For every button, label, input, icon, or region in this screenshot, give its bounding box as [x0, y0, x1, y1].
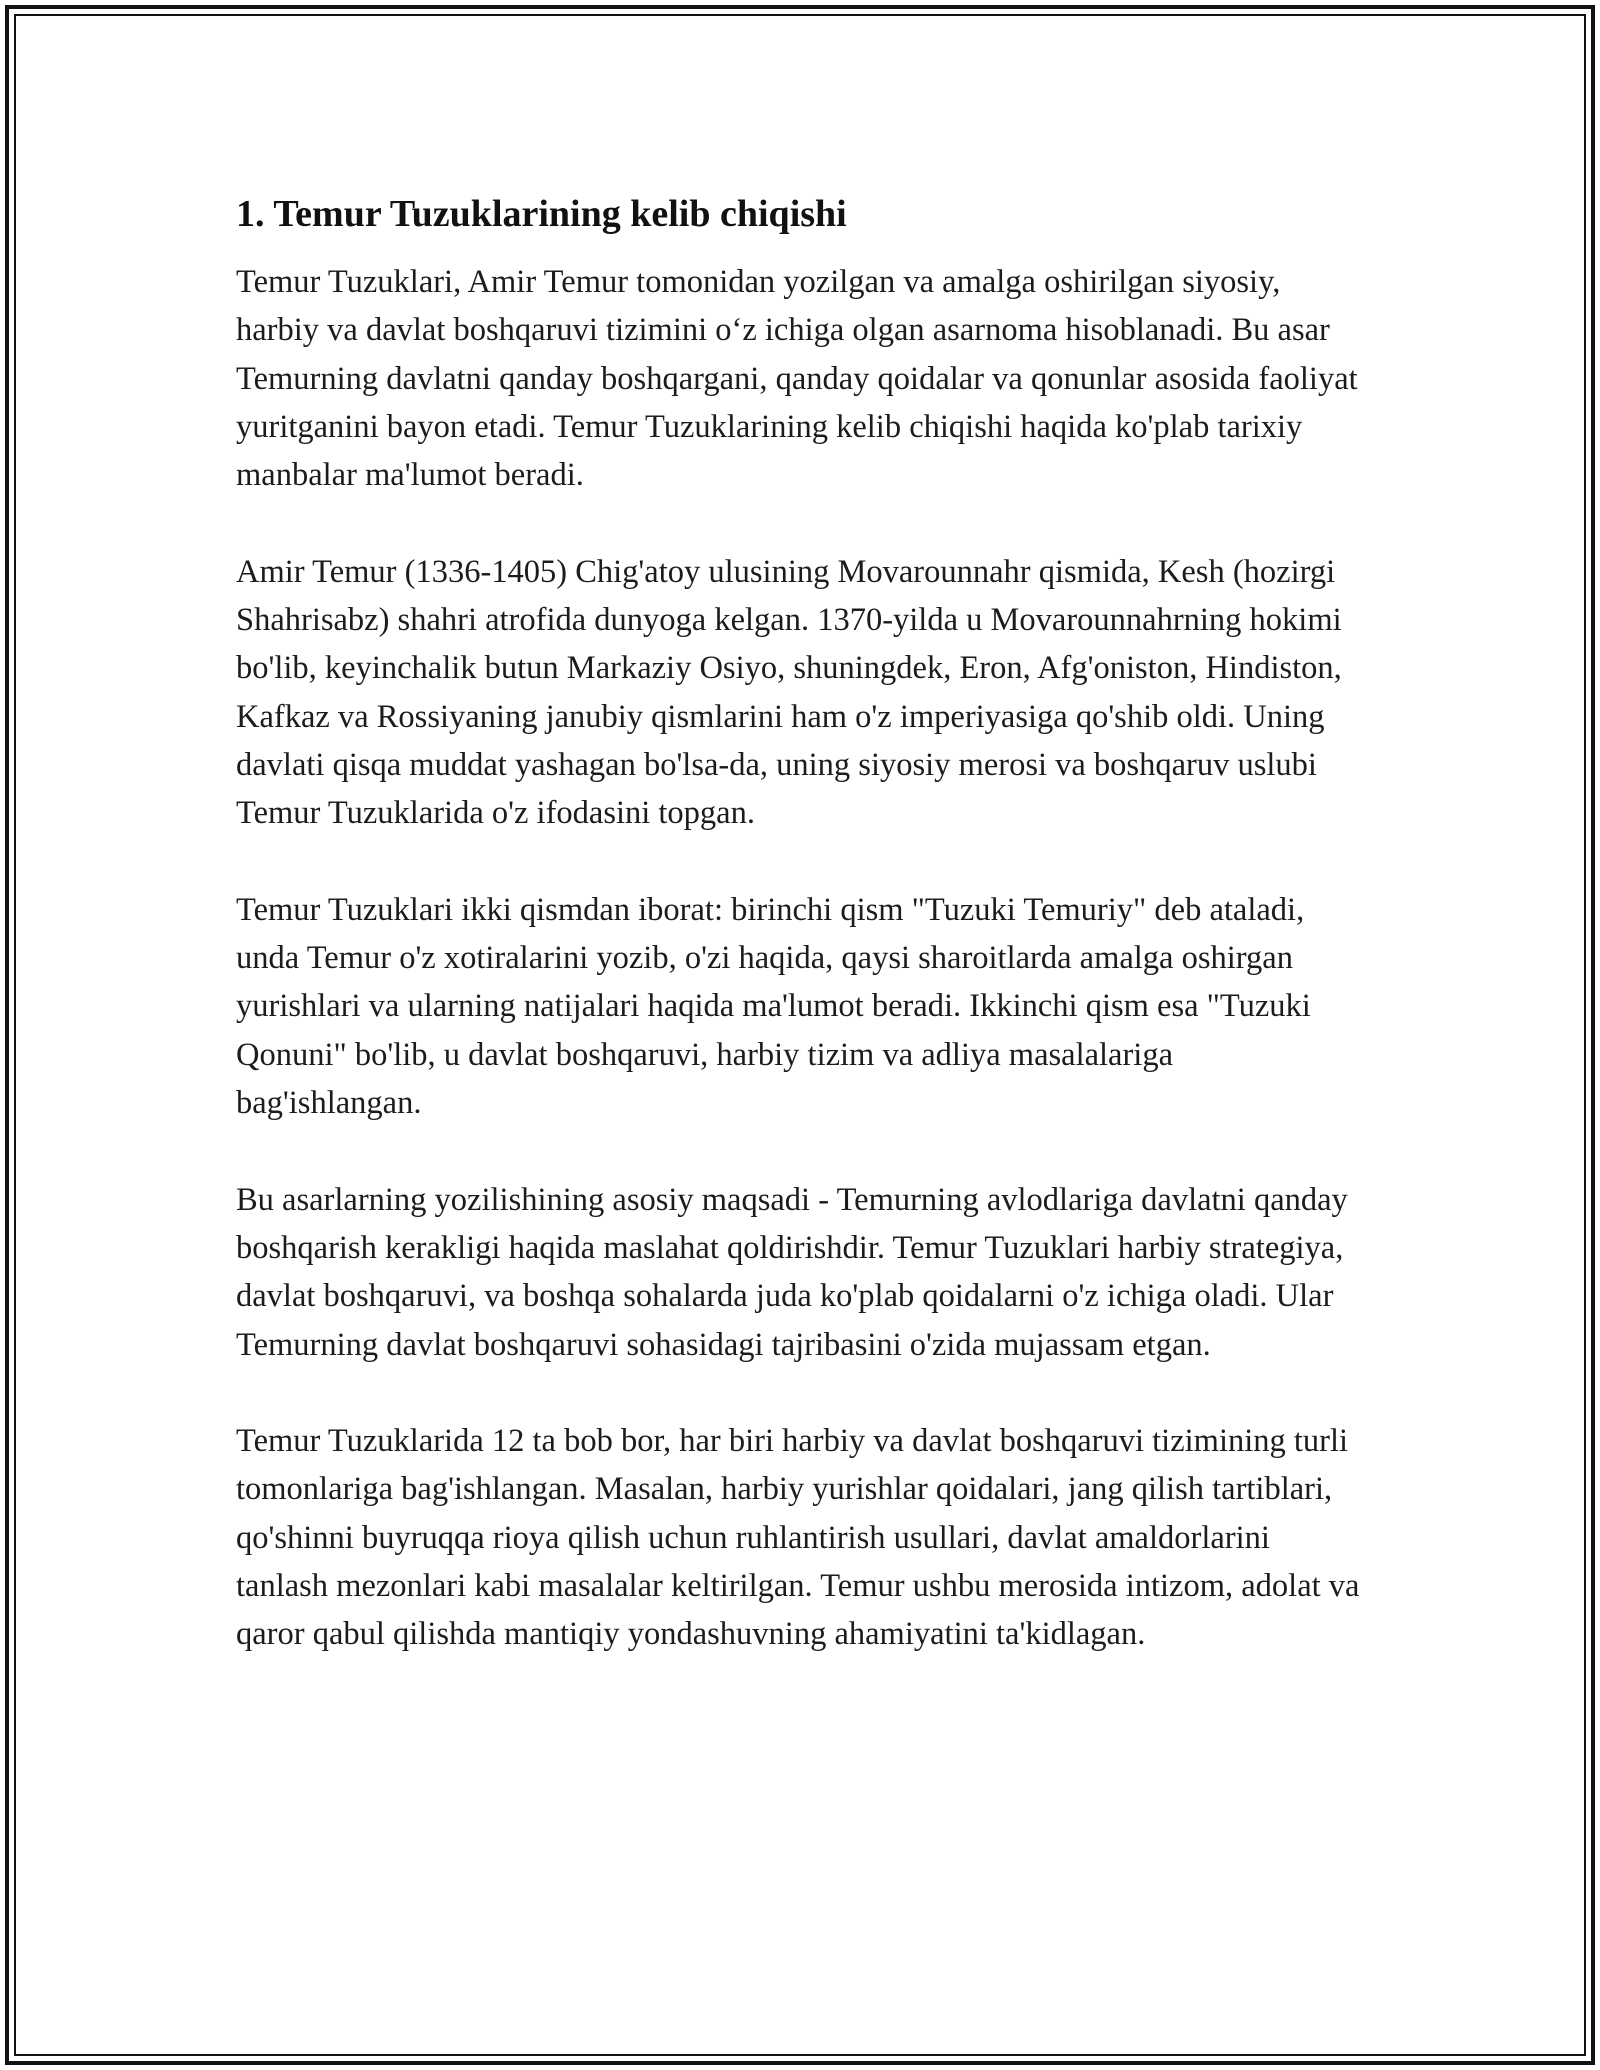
- document-body: [236, 188, 1366, 1707]
- paragraph-origin: Temur Tuzuklari, Amir Temur tomonidan yozilgan va amalga oshirilgan siyosiy, harbiy va davlat boshqaruvi tizimini o‘z ichiga olgan asarnoma hisoblanadi. Bu asar Temurning davlatni qanday boshqargani, qanday qoidalar va qonunlar asosida faoliyat yuritganini bayon etadi. Temur Tuzuklarining kelib chiqishi haqida ko'plab tarixiy manbalar ma'lumot beradi.: [236, 264, 1358, 494]
- paragraph-chapters: Temur Tuzuklarida 12 ta bob bor, har biri harbiy va davlat boshqaruvi tizimining turli tomonlariga bag'ishlangan. Masalan, harbiy yurishlar qoidalari, jang qilish tartiblari, qo'shinni buyruqqa rioya qilish uchun ruhlantirish usullari, davlat amaldorlarini tanlash mezonlari kabi masalalar keltirilgan. Temur ushbu merosida intizom, adolat va qaror qabul qilishda mantiqiy yondashuvning ahamiyatini ta'kidlagan.: [236, 1423, 1360, 1653]
- paragraph-two-parts: Temur Tuzuklari ikki qismdan iborat: birinchi qism "Tuzuki Temuriy" deb ataladi, unda Temur o'z xotiralarini yozib, o'zi haqida, qaysi sharoitlarda amalga oshirgan yurishlari va ularning natijalari haqida ma'lumot beradi. Ikkinchi qism esa "Tuzuki Qonuni" bo'lib, u davlat boshqaruvi, harbiy tizim va adliya masalalariga bag'ishlangan.: [236, 891, 1311, 1122]
- paragraph-amir-temur-biography: Amir Temur (1336-1405) Chig'atoy ulusining Movarounnahr qismida, Kesh (hozirgi Shahrisabz) shahri atrofida dunyoga kelgan. 1370-yilda u Movarounnahrning hokimi bo'lib, keyinchalik butun Markaziy Osiyo, shuningdek, Eron, Afg'oniston, Hindiston, Kafkaz va Rossiyaning janubiy qismlarini ham o'z imperiyasiga qo'shib oldi. Uning davlati qisqa muddat yashagan bo'lsa-da, uning siyosiy merosi va boshqaruv uslubi Temur Tuzuklarida o'z ifodasini topgan.: [236, 553, 1342, 832]
- paragraph-purpose: Bu asarlarning yozilishining asosiy maqsadi - Temurning avlodlariga davlatni qanday boshqarish kerakligi haqida maslahat qoldirishdir. Temur Tuzuklari harbiy strategiya, davlat boshqaruvi, va boshqa sohalarda juda ko'plab qoidalarni o'z ichiga oladi. Ular Temurning davlat boshqaruvi sohasidagi tajribasini o'zida mujassam etgan.: [236, 1181, 1348, 1363]
- section-heading: 1. Temur Tuzuklarining kelib chiqishi: [236, 193, 847, 235]
